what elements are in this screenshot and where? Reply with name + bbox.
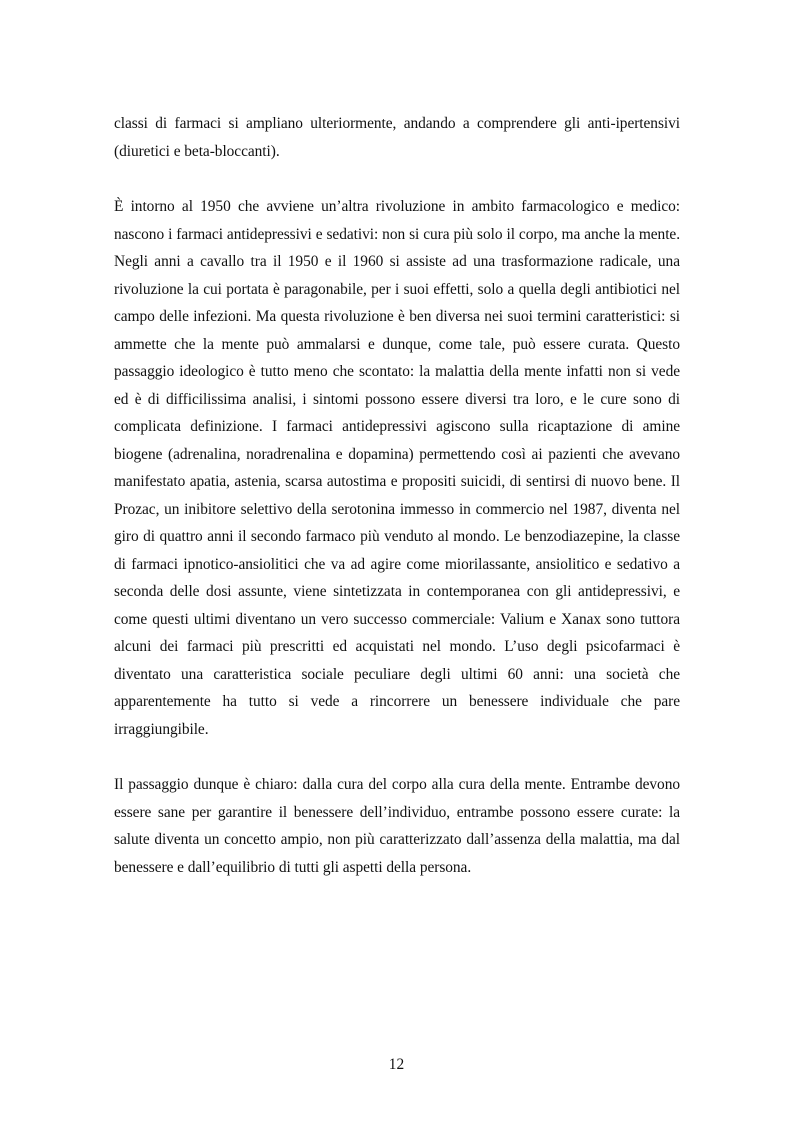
page-number: 12	[388, 1056, 405, 1073]
paragraph-antihypertensives: classi di farmaci si ampliano ulteriormente, andando a comprendere gli anti-ipertensivi (diuretici e beta-bloccanti).	[114, 115, 680, 160]
paragraph-antidepressants: È intorno al 1950 che avviene un’altra rivoluzione in ambito farmacologico e medico: nascono i farmaci antidepressivi e sedativi: non si cura più solo il corpo, ma anche la mente. Negli anni a cavallo tra il 1950 e il 1960 si assiste ad una trasformazione radicale, una rivoluzione la cui portata è paragonabile, per i suoi effetti, solo a quella degli antibiotici nel campo delle infezioni. Ma questa rivoluzione è ben diversa nei suoi termini caratteristici: si ammette che la mente può ammalarsi e dunque, come tale, può essere curata. Questo passaggio ideologico è tutto meno che scontato: la malattia della mente infatti non si vede ed è di difficilissima analisi, i sintomi possono essere diversi tra loro, e le cure sono di complicata definizione. I farmaci antidepressivi agiscono sulla ricaptazione di amine biogene (adrenalina, noradrenalina e dopamina) permettendo così ai pazienti che avevano manifestato apatia, astenia, scarsa autostima e propositi suicidi, di sentirsi di nuovo bene. Il Prozac, un inibitore selettivo della serotonina immesso in commercio nel 1987, diventa nel giro di quattro anni il secondo farmaco più venduto al mondo. Le benzodiazepine, la classe di farmaci ipnotico-ansiolitici che va ad agire come miorilassante, ansiolitico e sedativo a seconda delle dosi assunte, viene sintetizzata in contemporanea con gli antidepressivi, e come questi ultimi diventano un vero successo commerciale: Valium e Xanax sono tuttora alcuni dei farmaci più prescritti ed acquistati nel mondo. L’uso degli psicofarmaci è diventato una caratteristica sociale peculiare degli ultimi 60 anni: una società che apparentemente ha tutto si vede a rincorrere un benessere individuale che pare irraggiungibile.	[114, 198, 680, 738]
paragraph-body-to-mind: Il passaggio dunque è chiaro: dalla cura del corpo alla cura della mente. Entrambe devono essere sane per garantire il benessere dell’individuo, entrambe possono essere curate: la salute diventa un concetto ampio, non più caratterizzato dall’assenza della malattia, ma dal benessere e dall’equilibrio di tutti gli aspetti della persona.	[114, 776, 680, 876]
